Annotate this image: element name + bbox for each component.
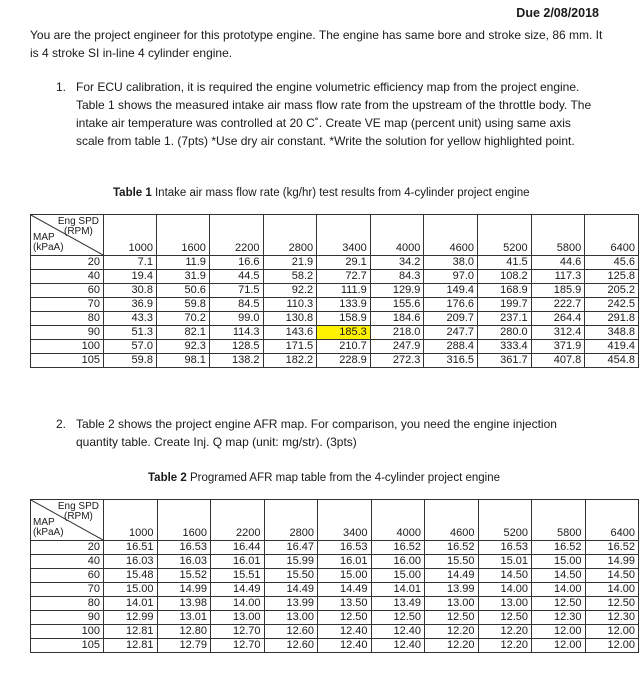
data-cell: 117.3 <box>531 270 585 284</box>
map-axis-label: MAP (kPaA) <box>33 232 64 253</box>
data-cell: 264.4 <box>531 312 585 326</box>
data-cell: 14.50 <box>532 569 586 583</box>
map-header-cell: 40 <box>31 555 104 569</box>
data-cell: 16.52 <box>532 541 586 555</box>
data-cell: 12.30 <box>532 611 586 625</box>
map-header-cell: 105 <box>31 354 104 368</box>
data-cell: 16.00 <box>371 555 425 569</box>
data-cell: 84.3 <box>370 270 424 284</box>
data-cell: 16.6 <box>209 256 263 270</box>
rpm-header-cell: 2200 <box>211 500 265 541</box>
data-cell: 14.99 <box>585 555 639 569</box>
rpm-header-cell: 1000 <box>104 500 158 541</box>
data-cell: 407.8 <box>531 354 585 368</box>
data-cell: 57.0 <box>104 340 157 354</box>
data-cell: 125.8 <box>585 270 639 284</box>
data-cell: 99.0 <box>209 312 263 326</box>
table-row <box>31 625 639 639</box>
map-axis-label: MAP (kPaA) <box>33 517 64 538</box>
rpm-header-cell: 4600 <box>424 215 478 256</box>
table-row <box>31 284 639 298</box>
table-1-caption <box>113 187 530 199</box>
table-row <box>31 326 639 340</box>
data-cell: 247.9 <box>370 340 424 354</box>
data-cell: 138.2 <box>209 354 263 368</box>
table-row <box>31 569 639 583</box>
data-cell: 50.6 <box>156 284 209 298</box>
data-cell: 280.0 <box>478 326 532 340</box>
data-cell: 14.01 <box>104 597 158 611</box>
data-cell: 38.0 <box>424 256 478 270</box>
data-cell: 14.99 <box>157 583 211 597</box>
map-header-cell: 40 <box>31 270 104 284</box>
data-cell: 12.00 <box>532 625 586 639</box>
data-cell: 14.50 <box>478 569 532 583</box>
data-cell: 12.40 <box>318 625 372 639</box>
rpm-header-cell: 1600 <box>156 215 209 256</box>
rpm-header-cell: 5800 <box>532 500 586 541</box>
rpm-header-cell: 1600 <box>157 500 211 541</box>
data-cell: 14.00 <box>532 583 586 597</box>
data-cell: 12.60 <box>264 625 318 639</box>
table-row <box>31 611 639 625</box>
question-2 <box>56 415 596 451</box>
question-1-text: For ECU calibration, it is required the engine volumetric efficiency map from the project engine. Table 1 shows the measured intake air mass flow rate from the upstream of the throttle body. The intake air temperature was controlled at 20 C˚. Create VE map (percent unit) using same axis scale from table 1. (7pts) *Use dry air constant. *Write the solution for yellow highlighted point. <box>76 80 592 148</box>
data-cell: 92.3 <box>156 340 209 354</box>
table-row <box>31 298 639 312</box>
data-cell: 12.79 <box>157 639 211 653</box>
rpm-header-cell: 4000 <box>371 500 425 541</box>
header-row <box>31 500 639 541</box>
data-cell: 171.5 <box>263 340 317 354</box>
table-row <box>31 555 639 569</box>
data-cell: 348.8 <box>585 326 639 340</box>
data-cell: 16.03 <box>104 555 158 569</box>
data-cell: 92.2 <box>263 284 317 298</box>
data-cell: 210.7 <box>317 340 371 354</box>
data-cell: 13.50 <box>318 597 372 611</box>
rpm-axis-label: Eng SPD (RPM) <box>57 216 99 237</box>
data-cell: 111.9 <box>317 284 371 298</box>
table-1-intake-air-mass-flow <box>30 214 639 368</box>
data-cell: 168.9 <box>478 284 532 298</box>
question-2-number: 2. <box>56 417 67 431</box>
data-cell: 12.70 <box>211 639 265 653</box>
map-header-cell: 20 <box>31 256 104 270</box>
data-cell: 59.8 <box>104 354 157 368</box>
data-cell: 16.44 <box>211 541 265 555</box>
rpm-axis-label: Eng SPD (RPM) <box>57 501 99 522</box>
data-cell: 14.00 <box>585 583 639 597</box>
data-cell: 110.3 <box>263 298 317 312</box>
rpm-header-cell: 4000 <box>370 215 424 256</box>
table-2-afr-map <box>30 499 639 653</box>
table-row <box>31 354 639 368</box>
rpm-header-cell: 6400 <box>585 215 639 256</box>
data-cell: 71.5 <box>209 284 263 298</box>
table-row <box>31 256 639 270</box>
data-cell: 12.50 <box>371 611 425 625</box>
data-cell: 16.01 <box>318 555 372 569</box>
data-cell: 12.99 <box>104 611 158 625</box>
data-cell: 12.81 <box>104 639 158 653</box>
data-cell: 12.20 <box>478 625 532 639</box>
data-cell: 14.49 <box>425 569 479 583</box>
map-header-cell: 90 <box>31 611 104 625</box>
data-cell: 14.00 <box>211 597 265 611</box>
data-cell: 16.01 <box>211 555 265 569</box>
question-2-text: Table 2 shows the project engine AFR map. For comparison, you need the engine injection quantity table. Create Inj. Q map (unit: mg/str). (3pts) <box>76 417 557 449</box>
data-cell: 12.50 <box>318 611 372 625</box>
data-cell: 12.50 <box>425 611 479 625</box>
data-cell: 12.81 <box>104 625 158 639</box>
data-cell: 16.52 <box>585 541 639 555</box>
rpm-header-cell: 5800 <box>531 215 585 256</box>
map-header-cell: 80 <box>31 597 104 611</box>
rpm-header-cell: 1000 <box>104 215 157 256</box>
data-cell: 228.9 <box>317 354 371 368</box>
data-cell: 82.1 <box>156 326 209 340</box>
table-row <box>31 270 639 284</box>
data-cell: 15.48 <box>104 569 158 583</box>
data-cell: 272.3 <box>370 354 424 368</box>
data-cell: 12.00 <box>585 639 639 653</box>
data-cell: 98.1 <box>156 354 209 368</box>
rpm-header-cell: 4600 <box>425 500 479 541</box>
data-cell: 15.99 <box>264 555 318 569</box>
data-cell: 419.4 <box>585 340 639 354</box>
data-cell: 185.9 <box>531 284 585 298</box>
data-cell: 12.80 <box>157 625 211 639</box>
data-cell: 14.50 <box>585 569 639 583</box>
data-cell: 108.2 <box>478 270 532 284</box>
map-header-cell: 60 <box>31 284 104 298</box>
data-cell: 182.2 <box>263 354 317 368</box>
data-cell: 312.4 <box>531 326 585 340</box>
data-cell: 15.52 <box>157 569 211 583</box>
data-cell: 199.7 <box>478 298 532 312</box>
map-header-cell: 70 <box>31 583 104 597</box>
data-cell: 12.60 <box>264 639 318 653</box>
data-cell: 454.8 <box>585 354 639 368</box>
rpm-header-cell: 5200 <box>478 215 532 256</box>
data-cell: 12.40 <box>371 625 425 639</box>
data-cell: 21.9 <box>263 256 317 270</box>
data-cell: 14.49 <box>318 583 372 597</box>
data-cell: 36.9 <box>104 298 157 312</box>
data-cell: 14.00 <box>478 583 532 597</box>
highlighted-cell: 185.3 <box>317 326 371 340</box>
rpm-header-cell: 2800 <box>264 500 318 541</box>
data-cell: 13.99 <box>425 583 479 597</box>
map-header-cell: 80 <box>31 312 104 326</box>
data-cell: 130.8 <box>263 312 317 326</box>
data-cell: 242.5 <box>585 298 639 312</box>
data-cell: 16.51 <box>104 541 158 555</box>
rpm-header-cell: 6400 <box>585 500 639 541</box>
data-cell: 14.01 <box>371 583 425 597</box>
header-row <box>31 215 639 256</box>
data-cell: 12.00 <box>585 625 639 639</box>
data-cell: 15.00 <box>318 569 372 583</box>
data-cell: 14.49 <box>211 583 265 597</box>
data-cell: 44.5 <box>209 270 263 284</box>
table-1-caption-label: Table 1 <box>113 187 152 199</box>
intro-paragraph: You are the project engineer for this prototype engine. The engine has same bore and stroke size, 86 mm. It is 4 stroke SI in-line 4 cylinder engine. <box>30 28 603 60</box>
rpm-header-cell: 2800 <box>263 215 317 256</box>
data-cell: 14.49 <box>264 583 318 597</box>
data-cell: 84.5 <box>209 298 263 312</box>
data-cell: 97.0 <box>424 270 478 284</box>
data-cell: 13.49 <box>371 597 425 611</box>
data-cell: 16.47 <box>264 541 318 555</box>
data-cell: 13.00 <box>478 597 532 611</box>
table-2-caption-label: Table 2 <box>148 472 187 484</box>
table-row <box>31 340 639 354</box>
map-header-cell: 90 <box>31 326 104 340</box>
map-header-cell: 105 <box>31 639 104 653</box>
data-cell: 43.3 <box>104 312 157 326</box>
data-cell: 288.4 <box>424 340 478 354</box>
data-cell: 209.7 <box>424 312 478 326</box>
data-cell: 16.03 <box>157 555 211 569</box>
data-cell: 16.53 <box>157 541 211 555</box>
corner-header <box>31 215 104 256</box>
data-cell: 70.2 <box>156 312 209 326</box>
data-cell: 143.6 <box>263 326 317 340</box>
data-cell: 13.98 <box>157 597 211 611</box>
data-cell: 133.9 <box>317 298 371 312</box>
data-cell: 51.3 <box>104 326 157 340</box>
table-1-caption-text: Intake air mass flow rate (kg/hr) test results from 4-cylinder project engine <box>151 187 530 199</box>
table-row <box>31 312 639 326</box>
data-cell: 13.00 <box>211 611 265 625</box>
data-cell: 13.00 <box>264 611 318 625</box>
data-cell: 15.00 <box>371 569 425 583</box>
data-cell: 12.40 <box>318 639 372 653</box>
data-cell: 205.2 <box>585 284 639 298</box>
data-cell: 45.6 <box>585 256 639 270</box>
data-cell: 16.52 <box>371 541 425 555</box>
data-cell: 11.9 <box>156 256 209 270</box>
question-1-number: 1. <box>56 80 67 94</box>
data-cell: 13.99 <box>264 597 318 611</box>
data-cell: 7.1 <box>104 256 157 270</box>
data-cell: 30.8 <box>104 284 157 298</box>
map-header-cell: 100 <box>31 340 104 354</box>
rpm-header-cell: 2200 <box>209 215 263 256</box>
data-cell: 128.5 <box>209 340 263 354</box>
table-2-caption <box>148 472 500 484</box>
data-cell: 58.2 <box>263 270 317 284</box>
data-cell: 13.00 <box>425 597 479 611</box>
map-header-cell: 100 <box>31 625 104 639</box>
rpm-header-cell: 3400 <box>318 500 372 541</box>
data-cell: 316.5 <box>424 354 478 368</box>
data-cell: 12.50 <box>478 611 532 625</box>
data-cell: 176.6 <box>424 298 478 312</box>
data-cell: 12.00 <box>532 639 586 653</box>
data-cell: 218.0 <box>370 326 424 340</box>
data-cell: 41.5 <box>478 256 532 270</box>
data-cell: 184.6 <box>370 312 424 326</box>
data-cell: 158.9 <box>317 312 371 326</box>
data-cell: 12.40 <box>371 639 425 653</box>
corner-header <box>31 500 104 541</box>
data-cell: 12.20 <box>478 639 532 653</box>
data-cell: 44.6 <box>531 256 585 270</box>
data-cell: 149.4 <box>424 284 478 298</box>
rpm-header-cell: 3400 <box>317 215 371 256</box>
data-cell: 155.6 <box>370 298 424 312</box>
data-cell: 12.50 <box>585 597 639 611</box>
data-cell: 59.8 <box>156 298 209 312</box>
data-cell: 29.1 <box>317 256 371 270</box>
table-row <box>31 639 639 653</box>
data-cell: 15.01 <box>478 555 532 569</box>
data-cell: 129.9 <box>370 284 424 298</box>
table-row <box>31 583 639 597</box>
data-cell: 12.20 <box>425 625 479 639</box>
data-cell: 12.70 <box>211 625 265 639</box>
rpm-header-cell: 5200 <box>478 500 532 541</box>
data-cell: 15.00 <box>104 583 158 597</box>
data-cell: 15.51 <box>211 569 265 583</box>
data-cell: 16.53 <box>318 541 372 555</box>
data-cell: 12.20 <box>425 639 479 653</box>
data-cell: 15.50 <box>264 569 318 583</box>
table-row <box>31 597 639 611</box>
data-cell: 247.7 <box>424 326 478 340</box>
data-cell: 333.4 <box>478 340 532 354</box>
data-cell: 237.1 <box>478 312 532 326</box>
data-cell: 222.7 <box>531 298 585 312</box>
data-cell: 34.2 <box>370 256 424 270</box>
data-cell: 19.4 <box>104 270 157 284</box>
data-cell: 16.53 <box>478 541 532 555</box>
map-header-cell: 20 <box>31 541 104 555</box>
data-cell: 15.50 <box>425 555 479 569</box>
data-cell: 72.7 <box>317 270 371 284</box>
data-cell: 16.52 <box>425 541 479 555</box>
data-cell: 291.8 <box>585 312 639 326</box>
data-cell: 361.7 <box>478 354 532 368</box>
data-cell: 12.30 <box>585 611 639 625</box>
table-row <box>31 541 639 555</box>
due-date: Due 2/08/2018 <box>516 6 599 20</box>
data-cell: 371.9 <box>531 340 585 354</box>
data-cell: 114.3 <box>209 326 263 340</box>
data-cell: 31.9 <box>156 270 209 284</box>
map-header-cell: 60 <box>31 569 104 583</box>
data-cell: 13.01 <box>157 611 211 625</box>
data-cell: 15.00 <box>532 555 586 569</box>
question-1 <box>56 78 596 150</box>
data-cell: 12.50 <box>532 597 586 611</box>
map-header-cell: 70 <box>31 298 104 312</box>
table-2-caption-text: Programed AFR map table from the 4-cylinder project engine <box>186 472 500 484</box>
